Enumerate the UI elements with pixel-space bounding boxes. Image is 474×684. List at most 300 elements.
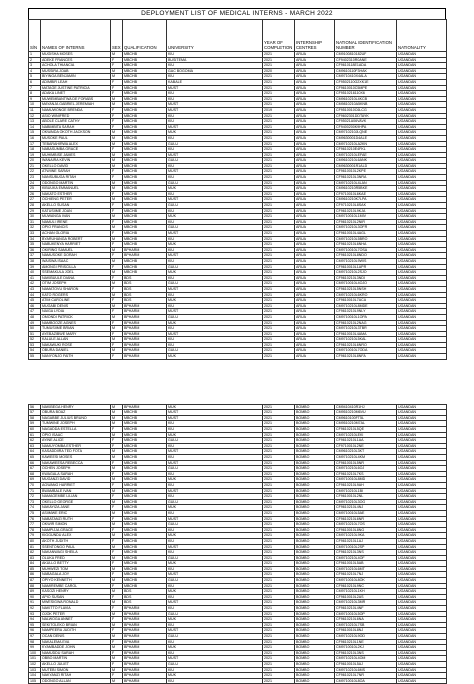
cell-centre: BOMBO	[295, 538, 335, 544]
cell-sex: F	[111, 606, 123, 612]
cell-centre: BOMBO	[295, 639, 335, 645]
cell-year: 2021	[263, 544, 295, 550]
cell-nationality: UGANDAN	[397, 264, 447, 270]
cell-sex: F	[111, 124, 123, 130]
cell-centre: ARUA	[295, 74, 335, 80]
cell-name: ODONGO MARTIN	[41, 180, 111, 186]
cell-sn: 103	[29, 667, 41, 673]
cell-centre: ARUA	[295, 342, 335, 348]
cell-name: MAYANJA GABRIEL JEREMIAH	[41, 102, 111, 108]
cell-university: KIU	[167, 275, 263, 281]
cell-name: NAKAWEESA REBECCA	[41, 460, 111, 466]
cell-name: NAKATO ESTHER	[41, 191, 111, 197]
cell-sex: M	[111, 303, 123, 309]
cell-sex: M	[111, 578, 123, 584]
cell-sex: M	[111, 455, 123, 461]
cell-nationality: UGANDAN	[397, 208, 447, 214]
cell-centre: BOMBO	[295, 527, 335, 533]
cell-nationality: UGANDAN	[397, 85, 447, 91]
cell-nationality: UGANDAN	[397, 286, 447, 292]
cell-university: KIU	[167, 236, 263, 242]
cell-name: OBURA DANIEL	[41, 348, 111, 354]
interns-table	[28, 19, 447, 684]
cell-nin: CM9710210L7OS	[335, 522, 397, 528]
cell-university: MUST	[167, 124, 263, 130]
cell-nin: CM9710210L4OM	[335, 656, 397, 662]
cell-qualification: MBCHB	[123, 85, 167, 91]
cell-nin: CF9610010C5MPE	[335, 85, 397, 91]
cell-centre: ARUA	[295, 96, 335, 102]
cell-nationality: UGANDAN	[397, 147, 447, 153]
cell-qualification: MBCHB	[123, 203, 167, 209]
cell-university: KIU	[167, 119, 263, 125]
cell-nationality: UGANDAN	[397, 320, 447, 326]
cell-university: KIU	[167, 63, 263, 69]
cell-sex: M	[111, 555, 123, 561]
cell-nin: CF9610210L1AA	[335, 438, 397, 444]
cell-qualification: BPHARM	[123, 645, 167, 651]
cell-year: 2021	[263, 410, 295, 416]
cell-year: 2021	[263, 247, 295, 253]
cell-nin: CM9710210L9WIS	[335, 258, 397, 264]
cell-year: 2021	[263, 622, 295, 628]
cell-name: AYINE ALICE	[41, 438, 111, 444]
cell-nin: CM9710210L3TBR	[335, 326, 397, 332]
cell-year: 2021	[263, 606, 295, 612]
cell-centre: ARUA	[295, 292, 335, 298]
cell-name: ADEKE FRANCES	[41, 57, 111, 63]
cell-sn: 77	[29, 522, 41, 528]
cell-centre: BOMBO	[295, 600, 335, 606]
cell-nin: CF9610010L4AGL	[335, 231, 397, 237]
cell-nin: CM9710210LA2KN	[335, 141, 397, 147]
cell-name: NAKANWAGI SHEILA	[41, 550, 111, 556]
cell-nationality: UGANDAN	[397, 583, 447, 589]
cell-sn: 22	[29, 169, 41, 175]
cell-centre: BOMBO	[295, 471, 335, 477]
cell-centre: BOMBO	[295, 522, 335, 528]
cell-nin: CM9710010L5AE	[335, 510, 397, 516]
cell-qualification: MBCHB	[123, 79, 167, 85]
cell-sn: 70	[29, 482, 41, 488]
cell-qualification: MBCHB	[123, 477, 167, 483]
cell-centre: ARUA	[295, 91, 335, 97]
cell-centre: BOMBO	[295, 427, 335, 433]
cell-nin: CM9710210LEFAE	[335, 152, 397, 158]
cell-sn: 78	[29, 527, 41, 533]
cell-sn: 46	[29, 303, 41, 309]
cell-centre: ARUA	[295, 298, 335, 304]
cell-university: KIU	[167, 147, 263, 153]
cell-qualification: MBCHB	[123, 68, 167, 74]
cell-nin: CM9100810182UF	[335, 52, 397, 58]
cell-nationality: UGANDAN	[397, 303, 447, 309]
cell-nin: CM9710210L3OFR	[335, 225, 397, 231]
cell-name: AKELLO JULIET	[41, 661, 111, 667]
cell-nin: CM9710210L6MS	[335, 667, 397, 673]
deployment-list-sheet	[28, 8, 446, 684]
cell-nin: CF95021A06VAVK	[335, 119, 397, 125]
cell-nin: CM9710210L9OD	[335, 634, 397, 640]
cell-centre: BOMBO	[295, 606, 335, 612]
cell-nin: CM9710010L2SP	[335, 544, 397, 550]
cell-name: MWESIGWA RONALD	[41, 600, 111, 606]
cell-nin: CF9610010L2KPE	[335, 169, 397, 175]
cell-qualification: MBCHB	[123, 438, 167, 444]
cell-sex: F	[111, 79, 123, 85]
cell-university: MUST	[167, 253, 263, 259]
cell-centre: BOMBO	[295, 466, 335, 472]
cell-sex: F	[111, 91, 123, 97]
cell-qualification: BDS	[123, 292, 167, 298]
cell-qualification: MBCHB	[123, 119, 167, 125]
cell-nin: CF9610010L5AJ	[335, 661, 397, 667]
cell-name: NANSUBUGA RITAH	[41, 175, 111, 181]
cell-nationality: UGANDAN	[397, 130, 447, 136]
cell-qualification: MBCHB	[123, 555, 167, 561]
cell-nationality: UGANDAN	[397, 197, 447, 203]
cell-sn: 39	[29, 264, 41, 270]
cell-nationality: UGANDAN	[397, 169, 447, 175]
cell-name: OJOK PETER	[41, 611, 111, 617]
cell-qualification: MBCHB	[123, 583, 167, 589]
cell-centre: ARUA	[295, 147, 335, 153]
cell-nationality: UGANDAN	[397, 516, 447, 522]
cell-nationality: UGANDAN	[397, 91, 447, 97]
cell-name: NABUKENYA HARRIET	[41, 242, 111, 248]
cell-name: OBBO MARTIN	[41, 656, 111, 662]
cell-year: 2021	[263, 455, 295, 461]
cell-name: APIO SUSAN	[41, 594, 111, 600]
cell-centre: BOMBO	[295, 650, 335, 656]
cell-nin: CM9710210L1BI	[335, 488, 397, 494]
cell-qualification: BDS	[123, 589, 167, 595]
cell-sex: F	[111, 309, 123, 315]
cell-sn: 12	[29, 113, 41, 119]
cell-centre: BOMBO	[295, 516, 335, 522]
table-body-top	[29, 52, 447, 360]
cell-sn: 3	[29, 63, 41, 69]
cell-nin: CM9710010L2KJ	[335, 645, 397, 651]
cell-centre: ARUA	[295, 141, 335, 147]
cell-sn: 18	[29, 147, 41, 153]
cell-qualification: BPHARM	[123, 303, 167, 309]
cell-centre: BOMBO	[295, 622, 335, 628]
cell-university: GULU	[167, 348, 263, 354]
cell-sn: 38	[29, 258, 41, 264]
cell-centre: ARUA	[295, 231, 335, 237]
cell-sn: 43	[29, 286, 41, 292]
cell-sex: M	[111, 74, 123, 80]
cell-sex: F	[111, 550, 123, 556]
cell-year: 2021	[263, 141, 295, 147]
cell-year: 2021	[263, 326, 295, 332]
cell-centre: ARUA	[295, 191, 335, 197]
cell-sex: F	[111, 583, 123, 589]
cell-nationality: UGANDAN	[397, 57, 447, 63]
cell-nationality: UGANDAN	[397, 415, 447, 421]
cell-sn: 99	[29, 645, 41, 651]
cell-qualification: MBCHB	[123, 91, 167, 97]
cell-sn: 6	[29, 79, 41, 85]
cell-nin: CM9710210L3MR	[335, 600, 397, 606]
cell-centre: BOMBO	[295, 460, 335, 466]
cell-year: 2021	[263, 175, 295, 181]
cell-nin: CF9610210L3NS	[335, 650, 397, 656]
cell-university: KIU	[167, 342, 263, 348]
cell-name: NAMAGEMBE LILIAN	[41, 494, 111, 500]
cell-centre: BOMBO	[295, 645, 335, 651]
cell-university: KIU	[167, 337, 263, 343]
cell-nin: CF9510216110X6	[335, 91, 397, 97]
cell-sn: 81	[29, 544, 41, 550]
cell-sn: 54	[29, 348, 41, 354]
cell-sn: 34	[29, 236, 41, 242]
cell-nationality: UGANDAN	[397, 510, 447, 516]
cell-nationality: UGANDAN	[397, 342, 447, 348]
cell-nationality: UGANDAN	[397, 331, 447, 337]
cell-sn: 5	[29, 74, 41, 80]
cell-sex: F	[111, 331, 123, 337]
cell-year: 2021	[263, 561, 295, 567]
cell-nationality: UGANDAN	[397, 611, 447, 617]
cell-year: 2021	[263, 488, 295, 494]
cell-university: KIU	[167, 219, 263, 225]
cell-nationality: UGANDAN	[397, 522, 447, 528]
cell-sn: 11	[29, 107, 41, 113]
cell-nin: CF9502110G2XK1E	[335, 79, 397, 85]
cell-qualification: BPHARM	[123, 253, 167, 259]
cell-sex: F	[111, 119, 123, 125]
cell-qualification: MBCHB	[123, 197, 167, 203]
cell-sex: M	[111, 197, 123, 203]
cell-centre: BOMBO	[295, 589, 335, 595]
cell-qualification: MBCHB	[123, 544, 167, 550]
cell-university: KIU	[167, 566, 263, 572]
cell-nationality: UGANDAN	[397, 449, 447, 455]
cell-sex: F	[111, 505, 123, 511]
cell-qualification: MBCHB	[123, 421, 167, 427]
cell-name: TUMUSIIME BRIAN	[41, 326, 111, 332]
cell-name: MUGISHA MOSES	[41, 52, 111, 58]
cell-university: MUST	[167, 197, 263, 203]
cell-sex: M	[111, 152, 123, 158]
cell-university: MUK	[167, 242, 263, 248]
cell-year: 2021	[263, 309, 295, 315]
cell-nationality: UGANDAN	[397, 527, 447, 533]
cell-name: AGWANG HARRIET	[41, 482, 111, 488]
cell-university: KIU	[167, 482, 263, 488]
cell-sn: 45	[29, 298, 41, 304]
cell-centre: BOMBO	[295, 656, 335, 662]
cell-qualification: MBCHB	[123, 550, 167, 556]
cell-university: KIU	[167, 443, 263, 449]
cell-nationality: UGANDAN	[397, 281, 447, 287]
cell-sn: 7	[29, 85, 41, 91]
cell-year: 2021	[263, 57, 295, 63]
cell-nin: CM9710010L4OJO	[335, 281, 397, 287]
cell-year: 2021	[263, 639, 295, 645]
cell-qualification: MBCHB	[123, 270, 167, 276]
cell-nin: CM9710010L1MIV	[335, 214, 397, 220]
cell-name: OBURA BOAZ	[41, 410, 111, 416]
cell-nationality: UGANDAN	[397, 298, 447, 304]
cell-year: 2021	[263, 550, 295, 556]
cell-sn: 14	[29, 124, 41, 130]
cell-sn: 33	[29, 231, 41, 237]
cell-qualification: MBCHB	[123, 57, 167, 63]
cell-nationality: UGANDAN	[397, 337, 447, 343]
cell-centre: ARUA	[295, 354, 335, 360]
cell-nin: CM9710210L4LAN	[335, 180, 397, 186]
cell-sn: 79	[29, 533, 41, 539]
cell-university: MUST	[167, 415, 263, 421]
cell-centre: BOMBO	[295, 443, 335, 449]
cell-nin: CF9610010L8NJ	[335, 628, 397, 634]
cell-qualification: MBCHB	[123, 102, 167, 108]
cell-university: GULU	[167, 314, 263, 320]
cell-university: MUK	[167, 214, 263, 220]
cell-year: 2021	[263, 516, 295, 522]
cell-nin: CM9630001R1ALD	[335, 163, 397, 169]
cell-year: 2021	[263, 124, 295, 130]
cell-sn: 100	[29, 650, 41, 656]
cell-nin: CM9710010L7ODA	[335, 348, 397, 354]
cell-name: MATAGE JUSTINE PATRICIA	[41, 85, 111, 91]
cell-university: GULU	[167, 611, 263, 617]
cell-year: 2021	[263, 147, 295, 153]
cell-sn: 102	[29, 661, 41, 667]
cell-university: BUSITEMA	[167, 57, 263, 63]
table-row	[29, 678, 447, 684]
cell-sex: F	[111, 572, 123, 578]
cell-sn: 20	[29, 158, 41, 164]
cell-nin: CM9710210L4KM	[335, 455, 397, 461]
cell-nationality: UGANDAN	[397, 678, 447, 684]
cell-centre: ARUA	[295, 68, 335, 74]
document-title: DEPLOYMENT LIST OF MEDICAL INTERNS - MARCH 2022	[28, 8, 446, 19]
cell-sn: 98	[29, 639, 41, 645]
header-nin: NATIONAL IDENTIFICATION NUMBER	[335, 20, 397, 52]
cell-centre: ARUA	[295, 258, 335, 264]
cell-sn: 25	[29, 186, 41, 192]
cell-sn: 85	[29, 566, 41, 572]
cell-qualification: BDS	[123, 594, 167, 600]
cell-nin: CF9610210L3NDI	[335, 275, 397, 281]
cell-nin: CM9710210L5BRO	[335, 236, 397, 242]
cell-year: 2021	[263, 231, 295, 237]
cell-name: NAMUWONGE BRENDA	[41, 107, 111, 113]
cell-year: 2021	[263, 130, 295, 136]
cell-centre: BOMBO	[295, 499, 335, 505]
cell-year: 2021	[263, 673, 295, 679]
cell-nin: CF9610210L9KJA	[335, 208, 397, 214]
cell-centre: BOMBO	[295, 583, 335, 589]
cell-centre: ARUA	[295, 253, 335, 259]
cell-year: 2021	[263, 645, 295, 651]
page-break	[29, 359, 447, 404]
cell-sex: M	[111, 225, 123, 231]
cell-sex: F	[111, 628, 123, 634]
cell-year: 2021	[263, 214, 295, 220]
cell-nin: CM9710210L3OG	[335, 499, 397, 505]
cell-nin: CM9710210L1KH	[335, 589, 397, 595]
cell-university: GULU	[167, 555, 263, 561]
cell-qualification: BPHARM	[123, 622, 167, 628]
cell-centre: ARUA	[295, 286, 335, 292]
cell-university: KIU	[167, 175, 263, 181]
cell-name: ATWIINE SARAH	[41, 169, 111, 175]
cell-sex: M	[111, 314, 123, 320]
cell-sn: 36	[29, 247, 41, 253]
cell-university: MUST	[167, 544, 263, 550]
cell-qualification: MBCHB	[123, 449, 167, 455]
cell-sn: 23	[29, 175, 41, 181]
cell-qualification: MBCHB	[123, 455, 167, 461]
cell-name: KIGGUNDU ALEX	[41, 533, 111, 539]
cell-nationality: UGANDAN	[397, 96, 447, 102]
cell-nationality: UGANDAN	[397, 236, 447, 242]
cell-nationality: UGANDAN	[397, 231, 447, 237]
cell-nin: CM9710010L8MD	[335, 477, 397, 483]
cell-nationality: UGANDAN	[397, 309, 447, 315]
cell-sex: M	[111, 488, 123, 494]
cell-year: 2021	[263, 438, 295, 444]
cell-nationality: UGANDAN	[397, 566, 447, 572]
cell-name: AKELLO SUSAN	[41, 203, 111, 209]
cell-nin: CM9610100FT5L	[335, 415, 397, 421]
cell-nin: CM9710210L2SJO	[335, 270, 397, 276]
cell-sn: 28	[29, 203, 41, 209]
cell-centre: ARUA	[295, 320, 335, 326]
cell-name: NABASUMBA GRACE	[41, 147, 111, 153]
cell-year: 2021	[263, 354, 295, 360]
cell-university: MUK	[167, 354, 263, 360]
cell-nin: CM9710010L7OSA	[335, 247, 397, 253]
cell-nationality: UGANDAN	[397, 354, 447, 360]
cell-university: KIU	[167, 667, 263, 673]
cell-year: 2020	[263, 68, 295, 74]
cell-centre: ARUA	[295, 186, 335, 192]
cell-nationality: UGANDAN	[397, 455, 447, 461]
cell-sex: F	[111, 594, 123, 600]
cell-sex: M	[111, 634, 123, 640]
cell-year: 2021	[263, 242, 295, 248]
cell-nationality: UGANDAN	[397, 639, 447, 645]
cell-sn: 44	[29, 292, 41, 298]
cell-sex: M	[111, 432, 123, 438]
cell-year: 2021	[263, 270, 295, 276]
cell-sn: 87	[29, 578, 41, 584]
cell-qualification: MBCHB	[123, 242, 167, 248]
cell-qualification: BDS	[123, 286, 167, 292]
cell-sn: 62	[29, 438, 41, 444]
cell-sex: F	[111, 147, 123, 153]
cell-year: 2021	[263, 628, 295, 634]
cell-nin: CF9610010L4AMA	[335, 331, 397, 337]
cell-name: KYAMBADDE JOHN	[41, 645, 111, 651]
cell-university: MUST	[167, 102, 263, 108]
cell-qualification: MBCHB	[123, 443, 167, 449]
cell-centre: BOMBO	[295, 561, 335, 567]
cell-name: OPIYO KENNETH	[41, 578, 111, 584]
cell-sn: 37	[29, 253, 41, 259]
cell-centre: BOMBO	[295, 678, 335, 684]
cell-year: 2021	[263, 661, 295, 667]
cell-nin: CF9402310R0ANE	[335, 57, 397, 63]
cell-nin: CF9610210L7KS	[335, 471, 397, 477]
cell-nin: CF9610210L1AJ	[335, 538, 397, 544]
